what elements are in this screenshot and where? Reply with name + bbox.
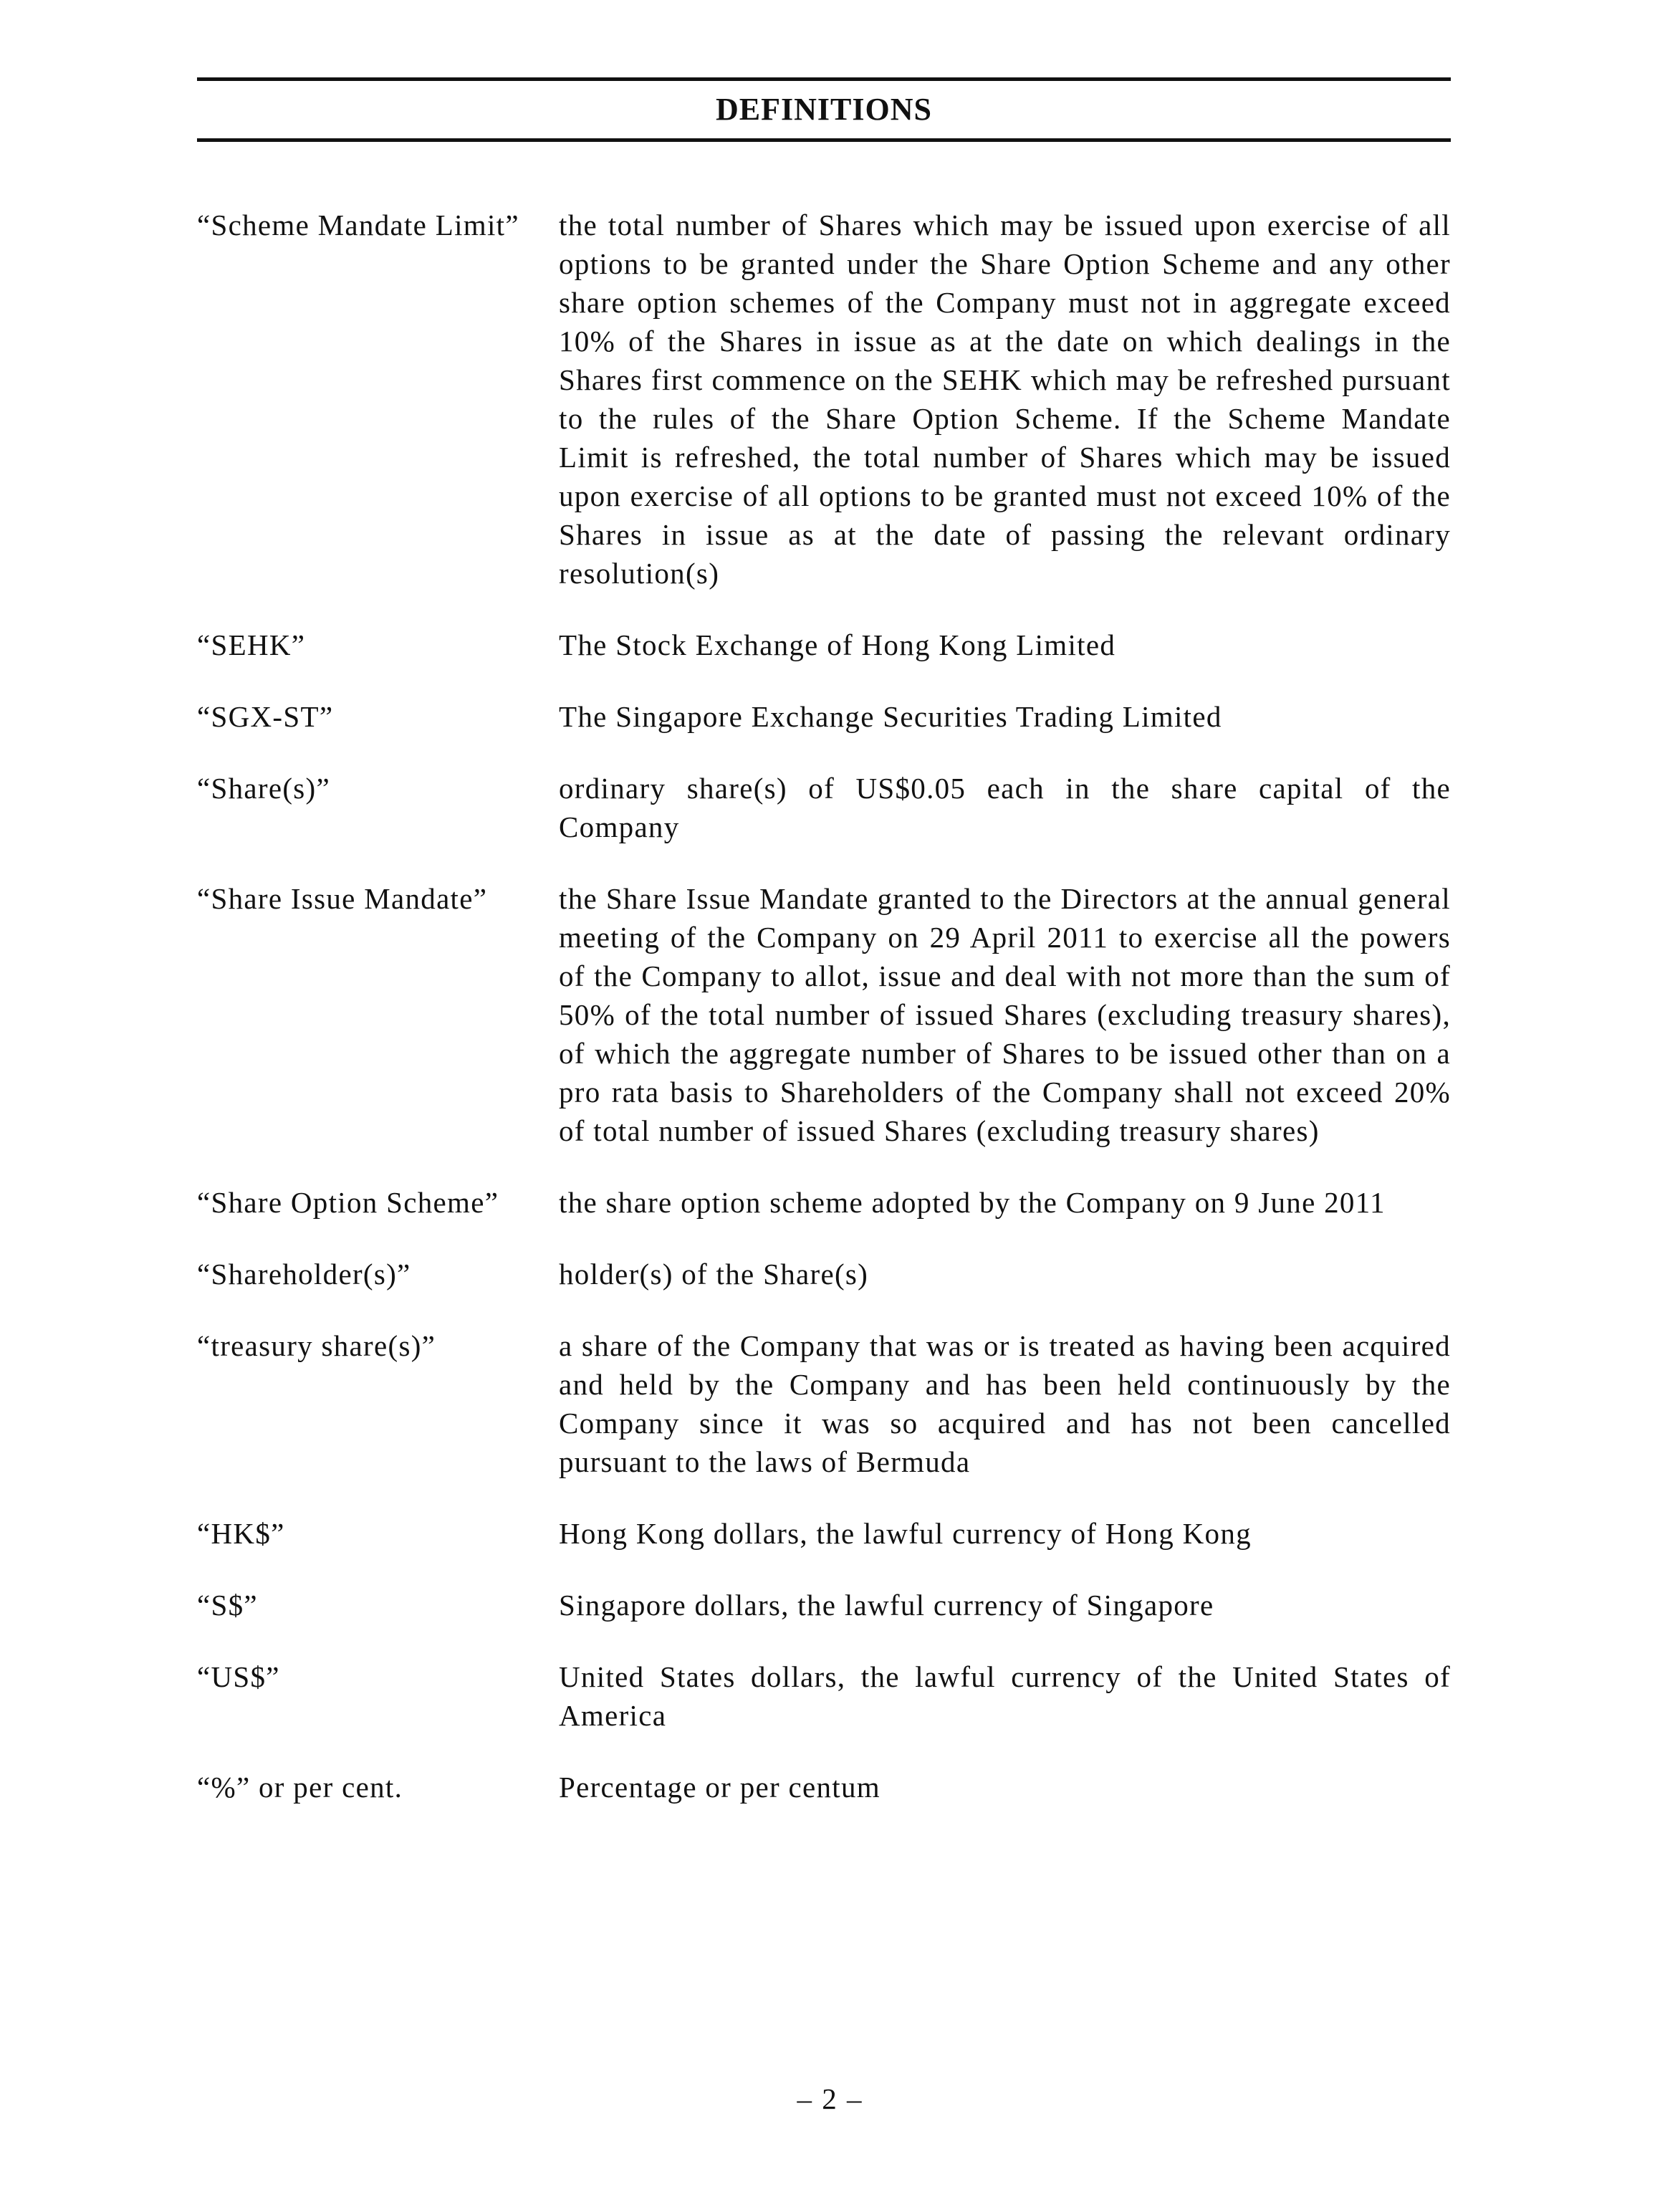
definition-row — [197, 1657, 1451, 1735]
page-number: – 2 – — [797, 2082, 863, 2115]
page-header — [197, 77, 1451, 142]
definition-row — [197, 1586, 1451, 1624]
definition-row — [197, 1183, 1451, 1222]
definition-term: “US$” — [197, 1660, 280, 1693]
definition-meaning: United States dollars, the lawful currency of the United States of America — [559, 1660, 1451, 1732]
definition-row — [197, 1255, 1451, 1293]
page-title: DEFINITIONS — [716, 92, 932, 127]
definition-row — [197, 1514, 1451, 1553]
definition-term: “Share(s)” — [197, 772, 331, 805]
definition-meaning: Hong Kong dollars, the lawful currency of Hong Kong — [559, 1517, 1252, 1550]
definition-term: “SEHK” — [197, 628, 306, 661]
definition-meaning: holder(s) of the Share(s) — [559, 1258, 869, 1291]
definition-meaning: Percentage or per centum — [559, 1771, 881, 1804]
definition-meaning: ordinary share(s) of US$0.05 each in the share capital of the Company — [559, 772, 1451, 843]
definition-row — [197, 1768, 1451, 1806]
definition-row — [197, 697, 1451, 736]
definition-row — [197, 769, 1451, 846]
definition-term: “Scheme Mandate Limit” — [197, 209, 519, 241]
definition-row — [197, 206, 1451, 593]
definition-term: “Share Issue Mandate” — [197, 882, 488, 915]
definition-row — [197, 626, 1451, 664]
definition-term: “%” or per cent. — [197, 1771, 403, 1804]
definition-term: “SGX-ST” — [197, 700, 334, 733]
definition-meaning: The Stock Exchange of Hong Kong Limited — [559, 628, 1116, 661]
definitions-list — [197, 206, 1451, 1839]
definition-meaning: The Singapore Exchange Securities Trading Limited — [559, 700, 1222, 733]
definition-meaning: the total number of Shares which may be issued upon exercise of all options to be granted under the Share Option Scheme and any other share option schemes of the Company must not in aggregate exceed 10% of the Shares in issue as at the date on which dealings in the Shares first commence on the SEHK which may be refreshed pursuant to the rules of the Share Option Scheme. If the Scheme Mandate Limit is refreshed, the total number of Shares which may be issued upon exercise of all options to be granted must not exceed 10% of the Shares in issue as at the date of passing the relevant ordinary resolution(s) — [559, 209, 1451, 590]
definition-meaning: a share of the Company that was or is treated as having been acquired and held by the Company and has been held continuously by the Company since it was so acquired and has not been cancelled pursuant to the laws of Bermuda — [559, 1329, 1451, 1478]
definition-meaning: the Share Issue Mandate granted to the Directors at the annual general meeting of the Company on 29 April 2011 to exercise all the powers of the Company to allot, issue and deal with not more than the sum of 50% of the total number of issued Shares (excluding treasury shares), of which the aggregate number of Shares to be issued other than on a pro rata basis to Shareholders of the Company shall not exceed 20% of total number of issued Shares (excluding treasury shares) — [559, 882, 1451, 1147]
definition-row — [197, 879, 1451, 1150]
definition-term: “Share Option Scheme” — [197, 1186, 499, 1219]
definition-meaning: the share option scheme adopted by the Company on 9 June 2011 — [559, 1186, 1386, 1219]
definition-term: “Shareholder(s)” — [197, 1258, 411, 1291]
definition-row — [197, 1326, 1451, 1481]
definition-term: “HK$” — [197, 1517, 285, 1550]
definition-meaning: Singapore dollars, the lawful currency of Singapore — [559, 1589, 1214, 1622]
header-bottom-rule — [197, 138, 1451, 142]
definition-term: “treasury share(s)” — [197, 1329, 436, 1362]
definition-term: “S$” — [197, 1589, 258, 1622]
